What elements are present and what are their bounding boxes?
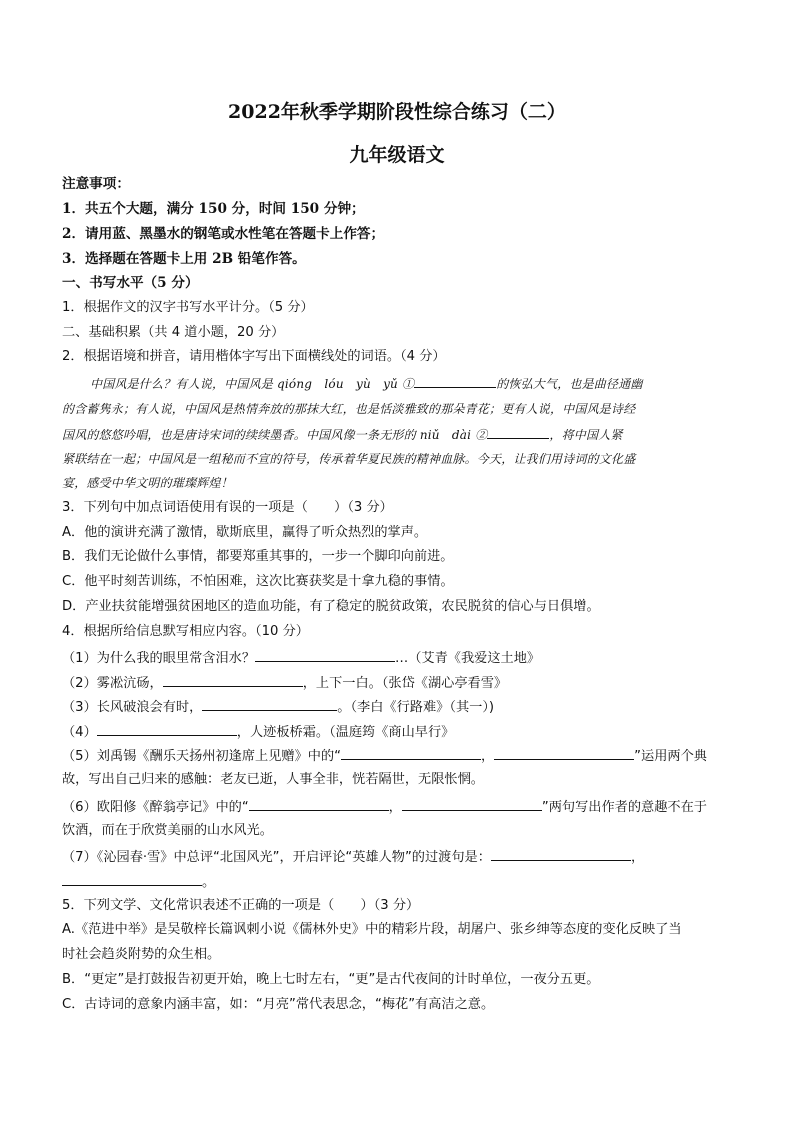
answer-blank[interactable]: [97, 722, 237, 736]
item-text: （7）《沁园春·雪》中总评“北国风光”，开启评论“英雄人物”的过渡句是：: [62, 850, 491, 865]
question-3-option-c[interactable]: C．他平时刻苦训练，不怕困难，这次比赛获奖是十拿九稳的事情。: [62, 574, 454, 589]
item-text: （4）: [62, 725, 97, 740]
answer-blank[interactable]: [494, 746, 634, 760]
question-4-item-2: [62, 673, 734, 693]
question-5-option-a-cont: 时社会趋炎附势的众生相。: [62, 947, 221, 962]
item-text: 。（李白《行路难》（其一）): [337, 700, 495, 715]
question-3-option-a[interactable]: A．他的演讲充满了激情，歇斯底里，赢得了听众热烈的掌声。: [62, 525, 428, 540]
notice-item-3: 3．选择题在答题卡上用 2B 铅笔作答。: [62, 251, 306, 267]
item-text: ，: [480, 749, 495, 764]
question-4-stem: 4．根据所给信息默写相应内容。（10 分）: [62, 624, 309, 639]
section-2-heading: 二、基础积累（共 4 道小题，20 分）: [62, 325, 285, 340]
item-text: 。: [202, 875, 216, 890]
question-1: 1．根据作文的汉字书写水平计分。（5 分）: [62, 300, 314, 315]
question-4-item-7-cont: [62, 872, 734, 892]
question-5-option-b[interactable]: B．“更定”是打鼓报告初更开始，晚上七时左右，“更”是古代夜间的计时单位，一夜分五更。: [62, 972, 600, 987]
question-2-stem: 2．根据语境和拼音，请用楷体字写出下面横线处的词语。（4 分）: [62, 349, 446, 364]
question-3-stem: 3．下列句中加点词语使用有误的一项是（ ）（3 分）: [62, 500, 393, 515]
question-4-item-4: [62, 722, 734, 742]
question-5-option-a[interactable]: A.《范进中举》是吴敬梓长篇讽刺小说《儒林外史》中的精彩片段，胡屠户、张乡绅等态度的变化反映了当: [62, 922, 682, 937]
question-4-item-3: [62, 697, 734, 717]
answer-blank[interactable]: [163, 673, 303, 687]
notice-heading: 注意事项：: [62, 176, 130, 192]
answer-blank-1[interactable]: [414, 374, 496, 388]
answer-blank[interactable]: [249, 797, 389, 811]
passage-text: 的恢弘大气，也是曲径通幽: [496, 377, 643, 391]
question-4-item-7: [62, 847, 734, 867]
passage-line-1: [90, 374, 734, 393]
item-text: ，: [388, 800, 402, 815]
answer-blank[interactable]: [62, 872, 202, 886]
item-text: ”两句写出作者的意趣不在于: [541, 800, 707, 815]
question-3-option-d[interactable]: D．产业扶贫能增强贫困地区的造血功能，有了稳定的脱贫政策，农民脱贫的信心与日俱增。: [62, 599, 600, 614]
item-text: ”运用两个典: [634, 749, 707, 764]
passage-text: ，将中国人紧: [549, 428, 623, 442]
item-text: （6）欧阳修《醉翁亭记》中的“: [62, 800, 249, 815]
question-3-option-b[interactable]: B．我们无论做什么事情，都要郑重其事的，一步一个脚印向前进。: [62, 549, 454, 564]
question-4-item-5-cont: 故，写出自己归来的感触：老友已逝，人事全非，恍若隔世，无限怅惘。: [62, 772, 484, 787]
item-text: …（艾青《我爱这土地》: [395, 651, 541, 666]
question-4-item-6-cont: 饮酒，而在于欣赏美丽的山水风光。: [62, 823, 273, 838]
answer-blank[interactable]: [202, 697, 337, 711]
answer-blank[interactable]: [255, 648, 395, 662]
item-text: ，上下一白。（张岱《湖心亭看雪》: [302, 676, 508, 691]
item-text: （3）长风破浪会有时，: [62, 700, 203, 715]
passage-line-5: 宴，感受中华文明的璀璨辉煌！: [62, 476, 233, 490]
item-text: （5）刘禹锡《酬乐天扬州初逢席上见赠》中的“: [62, 749, 341, 764]
item-text: ，: [630, 850, 645, 865]
item-text: （1）为什么我的眼里常含泪水？: [62, 651, 256, 666]
answer-blank[interactable]: [341, 746, 481, 760]
item-text: ，人迹板桥霜。（温庭筠《商山早行》: [236, 725, 455, 740]
answer-blank[interactable]: [491, 847, 631, 861]
passage-line-4: 紧联结在一起；中国风是一组秘而不宣的符号，传承着华夏民族的精神血脉。今天，让我们用诗词的文化盛: [62, 452, 636, 466]
passage-line-2: 的含蓄隽永；有人说，中国风是热情奔放的那抹大红，也是恬淡雅致的那朵青花；更有人说，中国风是诗经: [62, 402, 636, 416]
passage-text: 国风的悠悠吟唱，也是唐诗宋词的续续墨香。中国风像一条无形的 niǔ dài ②: [62, 428, 488, 442]
notice-item-1: 1．共五个大题，满分 150 分，时间 150 分钟；: [62, 201, 365, 217]
exam-subject: 九年级语文: [349, 144, 445, 166]
question-5-option-c[interactable]: C．古诗词的意象内涵丰富，如：“月亮”常代表思念，“梅花”有高洁之意。: [62, 997, 495, 1012]
answer-blank-2[interactable]: [487, 425, 549, 439]
question-5-stem: 5．下列文学、文化常识表述不正确的一项是（ ）（3 分）: [62, 898, 420, 913]
passage-line-3: [62, 425, 734, 444]
section-1-heading: 一、书写水平（5 分）: [62, 275, 199, 291]
question-4-item-1: [62, 648, 734, 668]
exam-title: 2022年秋季学期阶段性综合练习（二）: [228, 101, 566, 123]
item-text: （2）雾凇沆砀，: [62, 676, 163, 691]
passage-text: 中国风是什么？有人说，中国风是 qióng lóu yù yǔ ①: [90, 377, 415, 391]
question-4-item-6: [62, 797, 734, 817]
notice-item-2: 2．请用蓝、黑墨水的钢笔或水性笔在答题卡上作答；: [62, 226, 385, 242]
question-4-item-5: [62, 746, 734, 766]
answer-blank[interactable]: [402, 797, 542, 811]
